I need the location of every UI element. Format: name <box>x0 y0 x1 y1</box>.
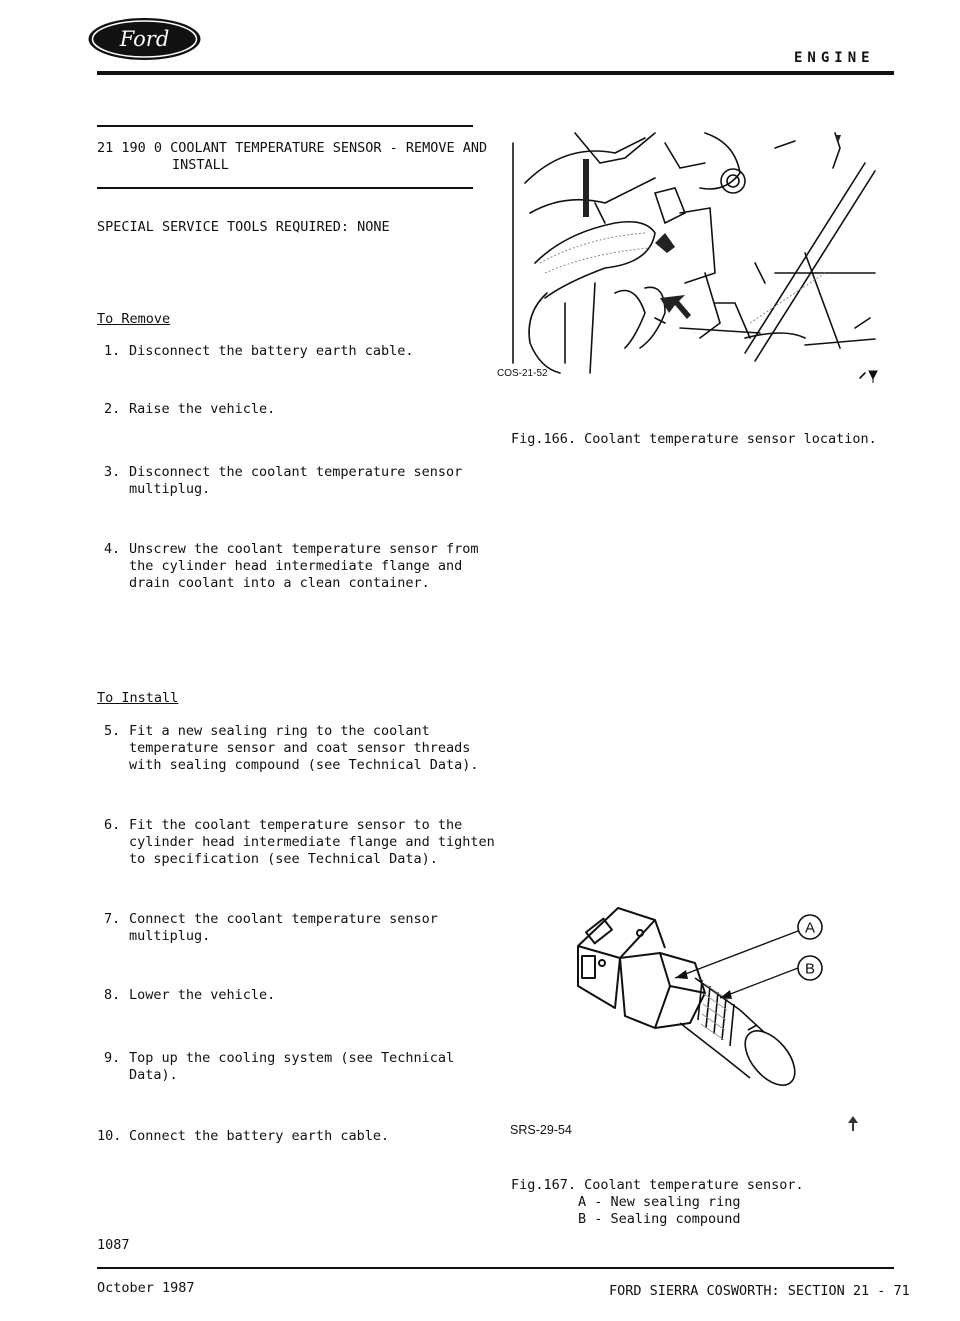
fig167-caption-line3: B - Sealing compound <box>578 1211 741 1227</box>
operation-title-line2: INSTALL <box>172 157 229 173</box>
install-heading: To Install <box>97 690 179 706</box>
fig167-ref-label: SRS-29-54 <box>510 1123 572 1137</box>
fig167-caption-line1: Fig.167. Coolant temperature sensor. <box>511 1177 804 1193</box>
fig166-ref-label: COS-21-52 <box>497 368 548 379</box>
step-4-num: 4. <box>104 541 121 557</box>
step-6-line1: Fit the coolant temperature sensor to the <box>129 817 463 833</box>
step-5-line3: with sealing compound (see Technical Data). <box>129 757 479 773</box>
step-6-line2: cylinder head intermediate flange and tighten <box>129 834 495 850</box>
tools-required: SPECIAL SERVICE TOOLS REQUIRED: NONE <box>97 219 390 235</box>
footer-rule <box>97 1267 894 1269</box>
step-10-num: 10. <box>97 1128 122 1144</box>
step-4-line2: the cylinder head intermediate flange and <box>129 558 463 574</box>
step-10-line1: Connect the battery earth cable. <box>129 1128 390 1144</box>
footer-section-ref: FORD SIERRA COSWORTH: SECTION 21 - 71 <box>609 1283 910 1299</box>
step-9-line1: Top up the cooling system (see Technical <box>129 1050 455 1066</box>
fig167-marker-icon <box>846 1114 860 1132</box>
step-5-line1: Fit a new sealing ring to the coolant <box>129 723 430 739</box>
step-5-line2: temperature sensor and coat sensor threads <box>129 740 471 756</box>
header-rule <box>97 71 894 75</box>
step-7-line2: multiplug. <box>129 928 211 944</box>
step-5-num: 5. <box>104 723 121 739</box>
step-6-num: 6. <box>104 817 121 833</box>
remove-heading: To Remove <box>97 311 171 327</box>
logo-text: Ford <box>119 27 170 51</box>
step-7-line1: Connect the coolant temperature sensor <box>129 911 438 927</box>
step-9-line2: Data). <box>129 1067 178 1083</box>
fig166-engine-illustration <box>497 123 877 383</box>
title-rule-bottom <box>97 187 473 189</box>
footer-date: October 1987 <box>97 1280 195 1296</box>
operation-title-line1: 21 190 0 COOLANT TEMPERATURE SENSOR - REMOVE AND <box>97 140 488 156</box>
fig166-caption: Fig.166. Coolant temperature sensor location. <box>511 431 877 447</box>
step-2-line1: Raise the vehicle. <box>129 401 276 417</box>
page-number: 1087 <box>97 1237 130 1253</box>
ford-logo <box>87 16 202 62</box>
step-8-num: 8. <box>104 987 121 1003</box>
step-2-num: 2. <box>104 401 121 417</box>
step-4-line3: drain coolant into a clean container. <box>129 575 430 591</box>
step-3-num: 3. <box>104 464 121 480</box>
step-1-num: 1. <box>104 343 121 359</box>
fig167-label-a: A <box>804 919 816 937</box>
step-3-line1: Disconnect the coolant temperature sensor <box>129 464 463 480</box>
step-6-line3: to specification (see Technical Data). <box>129 851 438 867</box>
fig167-caption-line2: A - New sealing ring <box>578 1194 741 1210</box>
title-rule-top <box>97 125 473 127</box>
step-9-num: 9. <box>104 1050 121 1066</box>
fig167-sensor-illustration <box>560 898 860 1128</box>
step-8-line1: Lower the vehicle. <box>129 987 276 1003</box>
step-3-line2: multiplug. <box>129 481 211 497</box>
section-title: ENGINE <box>794 50 875 66</box>
fig167-label-b: B <box>804 960 816 978</box>
step-1-line1: Disconnect the battery earth cable. <box>129 343 414 359</box>
step-4-line1: Unscrew the coolant temperature sensor from <box>129 541 479 557</box>
step-7-num: 7. <box>104 911 121 927</box>
